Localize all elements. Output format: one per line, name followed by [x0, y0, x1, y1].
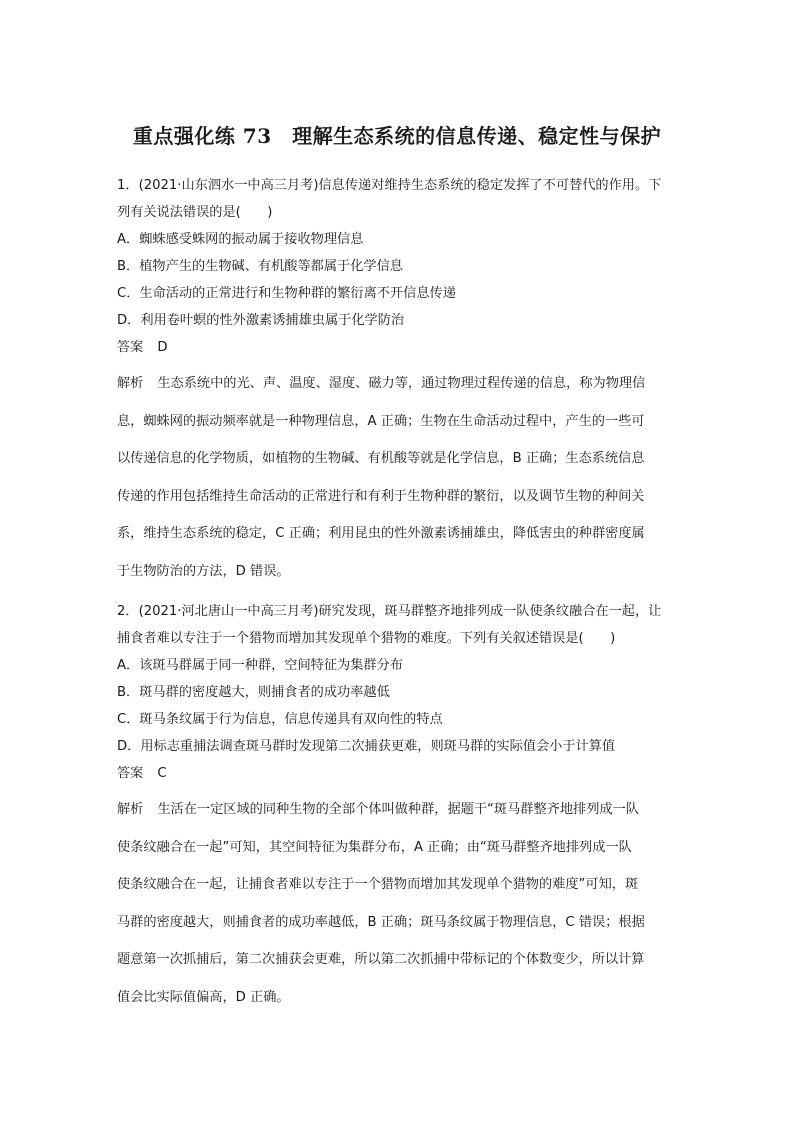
- option-a: A．蜘蛛感受蛛网的振动属于接收物理信息: [117, 232, 364, 247]
- question-stem-line: 2．(2021·河北唐山一中高三月考)研究发现，斑马群整齐地排列成一队使条纹融合在一起，让: [117, 604, 662, 619]
- explanation-line: 以传递信息的化学物质，如植物的生物碱、有机酸等就是化学信息，B 正确；生态系统信息: [117, 451, 645, 466]
- option-c: C．斑马条纹属于行为信息，信息传递具有双向性的特点: [117, 712, 443, 727]
- explanation-line: 于生物防治的方法，D 错误。: [117, 563, 290, 579]
- question-stem-line: 捕食者难以专注于一个猎物而增加其发现单个猎物的难度。下列有关叙述错误是( ): [117, 631, 616, 646]
- explanation-line: 马群的密度越大，则捕食者的成功率越低，B 正确；斑马条纹属于物理信息，C 错误；根据: [117, 914, 645, 930]
- option-c: C．生命活动的正常进行和生物种群的繁衍离不开信息传递: [117, 286, 456, 301]
- answer-line: [117, 760, 679, 787]
- page-title: 重点强化练 73 理解生态系统的信息传递、稳定性与保护: [132, 124, 662, 148]
- explanation-line: 值会比实际值偏高，D 正确。: [117, 989, 290, 1005]
- answer-label: 答案: [117, 766, 144, 781]
- explanation-line: [117, 365, 679, 403]
- option-b: B．植物产生的生物碱、有机酸等都属于化学信息: [117, 259, 403, 274]
- question-2: [117, 598, 679, 1016]
- answer-line: [117, 334, 679, 361]
- answer-value: D: [157, 340, 168, 355]
- explanation-label: 解析: [117, 376, 144, 391]
- option-b: B．斑马群的密度越大，则捕食者的成功率越低: [117, 685, 390, 700]
- explanation-text: 生态系统中的光、声、温度、湿度、磁力等，通过物理过程传递的信息，称为物理信: [157, 376, 646, 391]
- answer-label: 答案: [117, 340, 144, 355]
- question-1: [117, 172, 679, 590]
- content: [117, 172, 679, 1016]
- question-stem-line: 1．(2021·山东泗水一中高三月考)信息传递对维持生态系统的稳定发挥了不可替代的作用。下: [117, 178, 662, 193]
- option-d: D．利用卷叶螟的性外激素诱捕雄虫属于化学防治: [117, 313, 405, 328]
- explanation-line: 使条纹融合在一起，让捕食者难以专注于一个猎物而增加其发现单个猎物的难度”可知，斑: [117, 877, 639, 892]
- explanation-line: 使条纹融合在一起”可知，其空间特征为集群分布，A 正确；由“斑马群整齐地排列成一队: [117, 839, 632, 855]
- question-stem-line: 列有关说法错误的是( ): [117, 205, 273, 220]
- explanation-label: 解析: [117, 802, 144, 817]
- option-a: A．该斑马群属于同一种群，空间特征为集群分布: [117, 658, 403, 673]
- explanation-line: 题意第一次抓捕后，第二次捕获会更难，所以第二次抓捕中带标记的个体数变少，所以计算: [117, 952, 645, 967]
- explanation-line: 系，维持生态系统的稳定，C 正确；利用昆虫的性外激素诱捕雄虫，降低害虫的种群密度属: [117, 526, 645, 541]
- option-d: D．用标志重捕法调查斑马群时发现第二次捕获更难，则斑马群的实际值会小于计算值: [117, 739, 616, 754]
- explanation-text: 生活在一定区域的同种生物的全部个体叫做种群，据题干“斑马群整齐地排列成一队: [157, 802, 639, 817]
- explanation-line: 传递的作用包括维持生命活动的正常进行和有利于生物种群的繁衍，以及调节生物的种间关: [117, 488, 645, 504]
- explanation-line: 息，蜘蛛网的振动频率就是一种物理信息，A 正确；生物在生命活动过程中，产生的一些可: [117, 413, 645, 429]
- explanation-line: [117, 791, 679, 829]
- answer-value: C: [157, 766, 167, 781]
